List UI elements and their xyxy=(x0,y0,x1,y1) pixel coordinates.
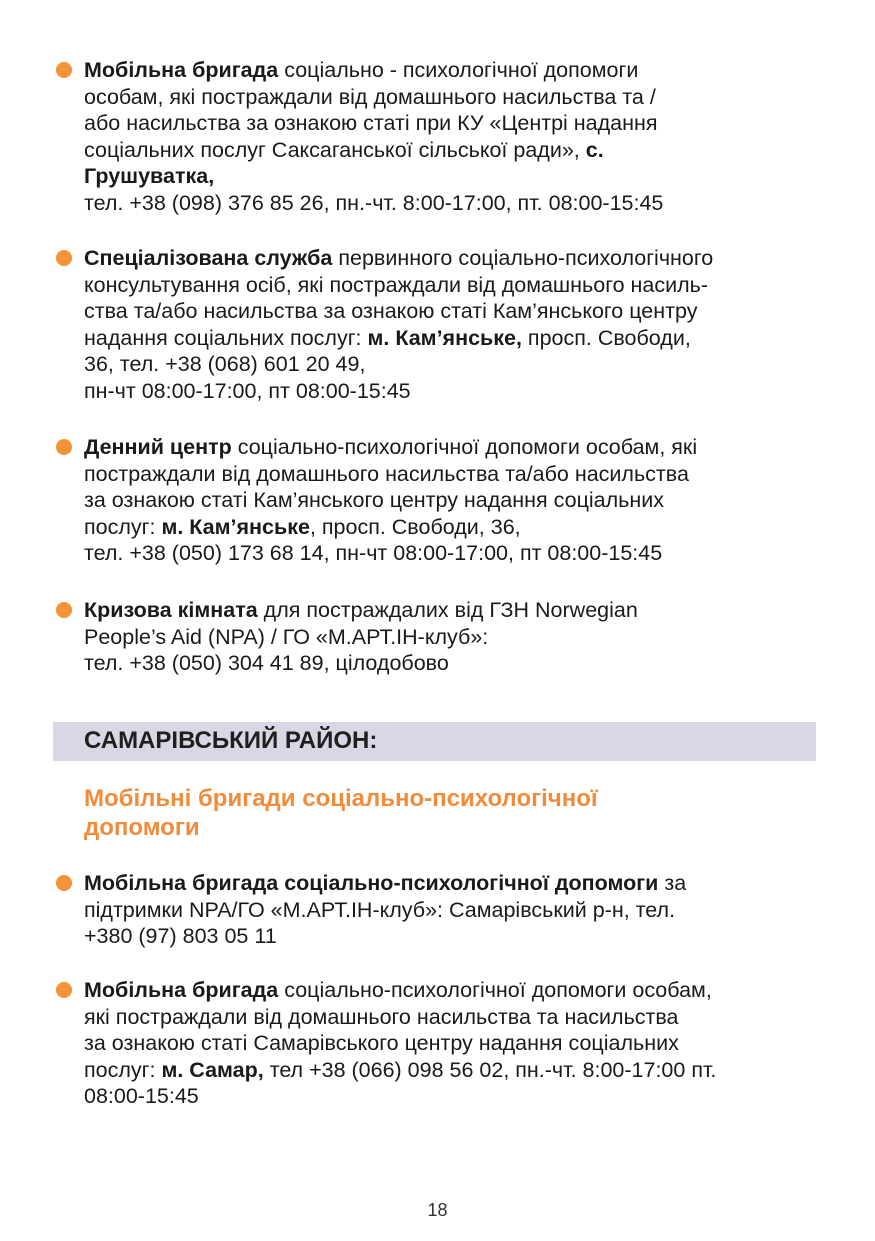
entry-crisis-room xyxy=(84,597,829,677)
text: або насильства за ознакою статі при КУ «Центрі надання xyxy=(84,111,658,135)
text-line xyxy=(84,272,829,299)
text-line xyxy=(84,1057,829,1084)
text: за ознакою статі Самарівського центру надання соціальних xyxy=(84,1031,679,1055)
text-line xyxy=(84,870,829,897)
text-line xyxy=(84,351,829,378)
text-line xyxy=(84,163,829,190)
bold-text: Мобільна бригада xyxy=(84,58,279,82)
bold-text: Мобільна бригада соціально-психологічної допомоги xyxy=(84,871,659,895)
entry-mobile-brigade-saksahanska xyxy=(84,57,829,216)
text: ства та/або насильства за ознакою статі Кам’янського центру xyxy=(84,299,698,323)
text: які постраждали від домашнього насильства та насильства xyxy=(84,1004,679,1029)
text-line xyxy=(84,110,829,137)
section-header-bar xyxy=(53,722,816,761)
text-line xyxy=(84,434,829,461)
text: тел. +38 (050) 173 68 14, пн-чт 08:00-17:00, пт 08:00-15:45 xyxy=(84,541,663,565)
text: підтримки NPA/ГО «М.АРТ.ІН-клуб»: Самарівський р-н, тел. xyxy=(84,897,676,922)
text: тел +38 (066) 098 56 02, пн.-чт. 8:00-17:00 пт. xyxy=(263,1057,717,1082)
text-line xyxy=(84,57,829,84)
bold-text: м. Кам’янське, xyxy=(367,325,522,350)
text: послуг: xyxy=(84,514,162,539)
text: соціальних послуг Саксаганської сільської ради», xyxy=(84,137,586,162)
text: за xyxy=(658,871,687,895)
bullet-icon xyxy=(56,875,72,891)
subheading-mobile-brigades xyxy=(84,784,784,842)
text-line xyxy=(84,487,829,514)
bold-text: Грушуватка, xyxy=(84,164,215,188)
text: тел. +38 (098) 376 85 26, пн.-чт. 8:00-17:00, пт. 08:00-15:45 xyxy=(84,190,664,215)
bold-text: с. xyxy=(585,137,604,162)
bullet-icon xyxy=(56,982,72,998)
bold-text: м. Кам’янське xyxy=(161,514,310,539)
text: соціально-психологічної допомоги особам, xyxy=(278,978,712,1002)
text-line xyxy=(84,923,829,950)
bullet-icon xyxy=(56,62,72,78)
text-line xyxy=(84,1004,829,1031)
bullet-icon xyxy=(56,250,72,266)
entry-mobile-brigade-npa xyxy=(84,870,829,950)
text-line xyxy=(84,1083,829,1110)
text: соціально - психологічної допомоги xyxy=(278,58,639,82)
text: просп. Свободи, xyxy=(521,325,691,350)
bold-text: м. Самар, xyxy=(161,1057,264,1082)
section-title: САМАРІВСЬКИЙ РАЙОН: xyxy=(84,727,378,754)
bold-text: Кризова кімната xyxy=(84,598,258,622)
text: тел. +38 (050) 304 41 89, цілодобово xyxy=(84,651,449,675)
text: 36, тел. +38 (068) 601 20 49, xyxy=(84,352,366,376)
text-line xyxy=(84,461,829,488)
bullet-icon xyxy=(56,439,72,455)
text: , просп. Свободи, 36, xyxy=(309,514,521,539)
entry-specialized-service-kamianske xyxy=(84,245,829,404)
text: консультування осіб, які постраждали від домашнього насиль- xyxy=(84,272,709,297)
text-line xyxy=(84,897,829,924)
text: постраждали від домашнього насильства та/або насильства xyxy=(84,461,689,486)
text-line xyxy=(84,190,829,217)
bold-text: Спеціалізована служба xyxy=(84,246,333,270)
entry-mobile-brigade-samar xyxy=(84,977,829,1110)
text-line xyxy=(84,245,829,272)
text-line xyxy=(84,624,829,651)
text-line xyxy=(84,650,829,677)
text-line xyxy=(84,597,829,624)
text-line xyxy=(84,514,829,541)
text: +380 (97) 803 05 11 xyxy=(84,924,277,948)
text: 08:00-15:45 xyxy=(84,1084,199,1108)
text: для постраждалих від ГЗН Norwegian xyxy=(257,598,638,622)
bullet-icon xyxy=(56,602,72,618)
text-line xyxy=(84,540,829,567)
text-line xyxy=(84,378,829,405)
entry-day-center-kamianske xyxy=(84,434,829,567)
subheading-line: допомоги xyxy=(84,814,200,841)
bold-text: Денний центр xyxy=(84,435,232,459)
subheading-line: Мобільні бригади соціально-психологічної xyxy=(84,785,598,812)
text: за ознакою статі Кам’янського центру надання соціальних xyxy=(84,488,665,512)
text: People’s Aid (NPA) / ГО «М.АРТ.ІН-клуб»: xyxy=(84,624,489,649)
text: соціально-психологічної допомоги особам, які xyxy=(231,435,698,459)
text-line xyxy=(84,84,829,111)
text-line xyxy=(84,137,829,164)
page-number: 18 xyxy=(427,1200,448,1220)
text: послуг: xyxy=(84,1057,162,1082)
text: пн-чт 08:00-17:00, пт 08:00-15:45 xyxy=(84,378,411,403)
text-line xyxy=(84,977,829,1004)
text-line xyxy=(84,1030,829,1057)
text: первинного соціально-психологічного xyxy=(332,246,714,270)
text: особам, які постраждали від домашнього насильства та / xyxy=(84,84,656,109)
bold-text: Мобільна бригада xyxy=(84,978,279,1002)
text-line xyxy=(84,325,829,352)
text-line xyxy=(84,298,829,325)
text: надання соціальних послуг: xyxy=(84,325,368,350)
